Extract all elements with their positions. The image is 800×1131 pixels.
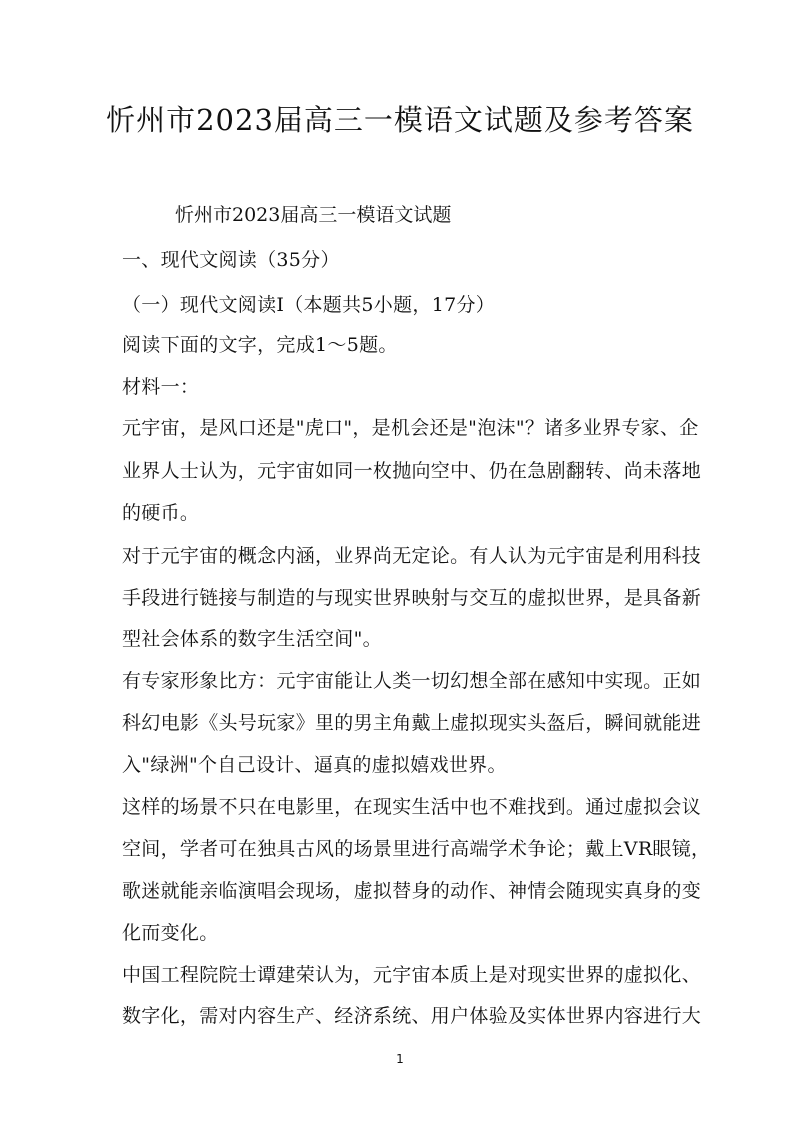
section-heading: 一、现代文阅读（35分） bbox=[122, 249, 340, 271]
paragraph-line: 数字化，需对内容生产、经济系统、用户体验及实体世界内容进行大 bbox=[122, 1005, 702, 1027]
exam-subtitle: 忻州市2023届高三一模语文试题 bbox=[175, 204, 452, 226]
paragraph-line: 手段进行链接与制造的与现实世界映射与交互的虚拟世界，是具备新 bbox=[122, 587, 702, 609]
paragraph-line: 这样的场景不只在电影里，在现实生活中也不难找到。通过虚拟会议 bbox=[122, 796, 702, 818]
paragraph-line: 入"绿洲"个自己设计、逼真的虚拟嬉戏世界。 bbox=[122, 754, 507, 776]
paragraph-line: 歌迷就能亲临演唱会现场，虚拟替身的动作、神情会随现实真身的变 bbox=[122, 880, 702, 902]
subsection-heading: （一）现代文阅读Ⅰ（本题共5小题，17分） bbox=[122, 294, 496, 316]
document-title: 忻州市2023届高三一模语文试题及参考答案 bbox=[106, 103, 694, 137]
paragraph-line: 科幻电影《头号玩家》里的男主角戴上虚拟现实头盔后，瞬间就能进 bbox=[122, 712, 702, 734]
paragraph-line: 对于元宇宙的概念内涵，业界尚无定论。有人认为元宇宙是利用科技 bbox=[122, 545, 702, 567]
paragraph-line: 中国工程院院士谭建荣认为，元宇宙本质上是对现实世界的虚拟化、 bbox=[122, 964, 702, 986]
page-number: 1 bbox=[396, 1052, 404, 1066]
paragraph-line: 元宇宙，是风口还是"虎口"，是机会还是"泡沫"？诸多业界专家、企 bbox=[122, 417, 699, 439]
paragraph-line: 业界人士认为，元宇宙如同一枚抛向空中、仍在急剧翻转、尚未落地 bbox=[122, 460, 702, 482]
paragraph-line: 型社会体系的数字生活空间"。 bbox=[122, 628, 382, 650]
instruction-text: 阅读下面的文字，完成1～5题。 bbox=[122, 334, 398, 356]
paragraph-line: 空间，学者可在独具古风的场景里进行高端学术争论；戴上VR眼镜， bbox=[122, 838, 711, 860]
material-label: 材料一： bbox=[122, 376, 200, 398]
paragraph-line: 化而变化。 bbox=[122, 922, 219, 944]
paragraph-line: 的硬币。 bbox=[122, 502, 200, 524]
paragraph-line: 有专家形象比方：元宇宙能让人类一切幻想全部在感知中实现。正如 bbox=[122, 670, 702, 692]
